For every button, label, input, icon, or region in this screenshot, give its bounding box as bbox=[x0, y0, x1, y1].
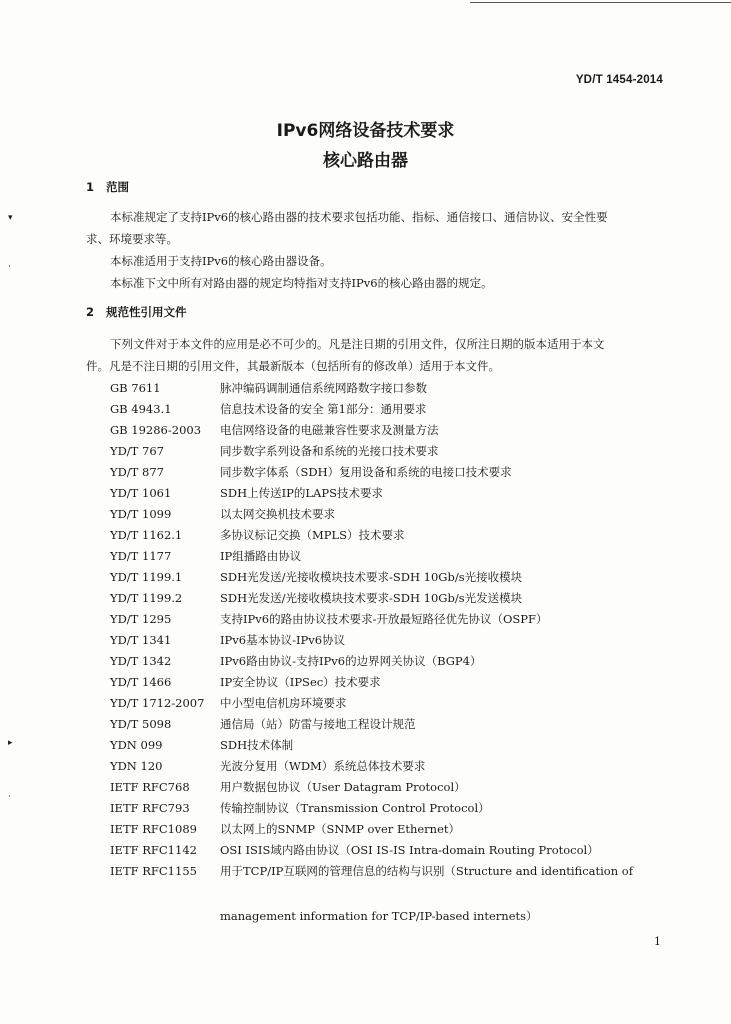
reference-code: IETF RFC793 bbox=[110, 801, 190, 815]
reference-title: 中小型电信机房环境要求 bbox=[220, 696, 347, 710]
reference-code: YD/T 1295 bbox=[110, 612, 172, 626]
reference-code: YD/T 1099 bbox=[110, 507, 172, 521]
paragraph-continuation: 求、环境要求等。 bbox=[86, 232, 178, 246]
reference-code: YD/T 767 bbox=[110, 444, 164, 458]
reference-code: YD/T 1712-2007 bbox=[110, 696, 205, 710]
paragraph: 本标准适用于支持IPv6的核心路由器设备。 bbox=[110, 254, 332, 268]
reference-code: GB 4943.1 bbox=[110, 402, 172, 416]
reference-code: IETF RFC1142 bbox=[110, 843, 197, 857]
reference-code: YD/T 1061 bbox=[110, 486, 172, 500]
reference-title: SDH光发送/光接收模块技术要求-SDH 10Gb/s光接收模块 bbox=[220, 570, 523, 584]
reference-row bbox=[110, 525, 670, 546]
reference-title: 多协议标记交换（MPLS）技术要求 bbox=[220, 528, 405, 542]
reference-row bbox=[110, 819, 670, 840]
document-subtitle: 核心路由器 bbox=[323, 151, 408, 171]
paragraph: 本标准规定了支持IPv6的核心路由器的技术要求包括功能、指标、通信接口、通信协议、安全性要 bbox=[110, 210, 608, 224]
reference-title: IP组播路由协议 bbox=[220, 549, 302, 563]
reference-row bbox=[110, 462, 670, 483]
reference-title-continuation: management information for TCP/IP-based internets） bbox=[220, 909, 538, 923]
reference-row bbox=[110, 798, 670, 819]
section-title: 范围 bbox=[106, 180, 129, 194]
reference-row bbox=[110, 756, 670, 777]
reference-row bbox=[110, 861, 670, 882]
reference-row bbox=[110, 546, 670, 567]
reference-row bbox=[110, 588, 670, 609]
reference-title: 同步数字系列设备和系统的光接口技术要求 bbox=[220, 444, 439, 458]
reference-code: YD/T 1199.1 bbox=[110, 570, 183, 584]
reference-title: 以太网交换机技术要求 bbox=[220, 507, 335, 521]
reference-title: 脉冲编码调制通信系统网路数字接口参数 bbox=[220, 381, 427, 395]
reference-row bbox=[110, 504, 670, 525]
reference-row bbox=[110, 567, 670, 588]
reference-row bbox=[110, 399, 670, 420]
reference-row bbox=[110, 630, 670, 651]
reference-code: YD/T 5098 bbox=[110, 717, 172, 731]
reference-row bbox=[110, 483, 670, 504]
reference-title: 用户数据包协议（User Datagram Protocol） bbox=[220, 780, 466, 794]
reference-title: 信息技术设备的安全 第1部分：通用要求 bbox=[220, 402, 427, 416]
reference-title: OSI ISIS域内路由协议（OSI IS-IS Intra-domain Routing Protocol） bbox=[220, 843, 599, 857]
reference-row bbox=[110, 420, 670, 441]
reference-code: YDN 099 bbox=[110, 738, 163, 752]
reference-code: GB 19286-2003 bbox=[110, 423, 202, 437]
reference-row bbox=[110, 672, 670, 693]
reference-code: YD/T 1466 bbox=[110, 675, 172, 689]
document-title: IPv6网络设备技术要求 bbox=[276, 121, 455, 141]
document-code: YD/T 1454-2014 bbox=[575, 74, 663, 86]
reference-title: IP安全协议（IPSec）技术要求 bbox=[220, 675, 381, 689]
reference-code: YD/T 1199.2 bbox=[110, 591, 183, 605]
reference-code: YD/T 1162.1 bbox=[110, 528, 183, 542]
section-1-heading bbox=[86, 179, 129, 195]
reference-row bbox=[110, 714, 670, 735]
scan-dot-mark: · bbox=[8, 262, 11, 272]
reference-title: SDH上传送IP的LAPS技术要求 bbox=[220, 486, 383, 500]
reference-code: YD/T 1342 bbox=[110, 654, 172, 668]
normative-references-list bbox=[110, 378, 670, 882]
reference-code: IETF RFC1089 bbox=[110, 822, 197, 836]
reference-row bbox=[110, 840, 670, 861]
reference-code: IETF RFC1155 bbox=[110, 864, 197, 878]
reference-code: GB 7611 bbox=[110, 381, 161, 395]
page-number: 1 bbox=[654, 935, 661, 948]
section-number: 1 bbox=[86, 180, 95, 194]
reference-row bbox=[110, 777, 670, 798]
reference-title: 同步数字体系（SDH）复用设备和系统的电接口技术要求 bbox=[220, 465, 512, 479]
reference-title: 光波分复用（WDM）系统总体技术要求 bbox=[220, 759, 426, 773]
scan-dot-mark: ▾ bbox=[8, 213, 13, 223]
reference-title: 通信局（站）防雷与接地工程设计规范 bbox=[220, 717, 416, 731]
paragraph: 下列文件对于本文件的应用是必不可少的。凡是注日期的引用文件，仅所注日期的版本适用于本文 bbox=[110, 337, 605, 351]
reference-row bbox=[110, 378, 670, 399]
reference-row bbox=[110, 693, 670, 714]
reference-title: 支持IPv6的路由协议技术要求-开放最短路径优先协议（OSPF） bbox=[220, 612, 548, 626]
section-2-heading bbox=[86, 304, 187, 320]
paragraph: 本标准下文中所有对路由器的规定均特指对支持IPv6的核心路由器的规定。 bbox=[110, 276, 493, 290]
reference-title: SDH技术体制 bbox=[220, 738, 294, 752]
reference-row bbox=[110, 609, 670, 630]
reference-code: YD/T 877 bbox=[110, 465, 164, 479]
reference-code: YD/T 1341 bbox=[110, 633, 172, 647]
section-title: 规范性引用文件 bbox=[106, 305, 187, 319]
reference-title: IPv6基本协议-IPv6协议 bbox=[220, 633, 346, 647]
reference-row bbox=[110, 735, 670, 756]
reference-title: SDH光发送/光接收模块技术要求-SDH 10Gb/s光发送模块 bbox=[220, 591, 523, 605]
scan-top-line bbox=[470, 2, 731, 3]
reference-title: IPv6路由协议-支持IPv6的边界网关协议（BGP4） bbox=[220, 654, 482, 668]
scan-dot-mark: · bbox=[8, 792, 11, 802]
reference-code: YDN 120 bbox=[110, 759, 163, 773]
reference-title: 电信网络设备的电磁兼容性要求及测量方法 bbox=[220, 423, 439, 437]
reference-row bbox=[110, 651, 670, 672]
reference-title: 传输控制协议（Transmission Control Protocol） bbox=[220, 801, 490, 815]
scan-dot-mark: ▸ bbox=[8, 738, 13, 748]
paragraph-continuation: 件。凡是不注日期的引用文件，其最新版本（包括所有的修改单）适用于本文件。 bbox=[86, 359, 500, 373]
reference-title: 以太网上的SNMP（SNMP over Ethernet） bbox=[220, 822, 460, 836]
reference-code: YD/T 1177 bbox=[110, 549, 172, 563]
reference-title: 用于TCP/IP互联网的管理信息的结构与识别（Structure and identification of bbox=[220, 864, 633, 878]
section-number: 2 bbox=[86, 305, 95, 319]
reference-row bbox=[110, 441, 670, 462]
reference-code: IETF RFC768 bbox=[110, 780, 190, 794]
